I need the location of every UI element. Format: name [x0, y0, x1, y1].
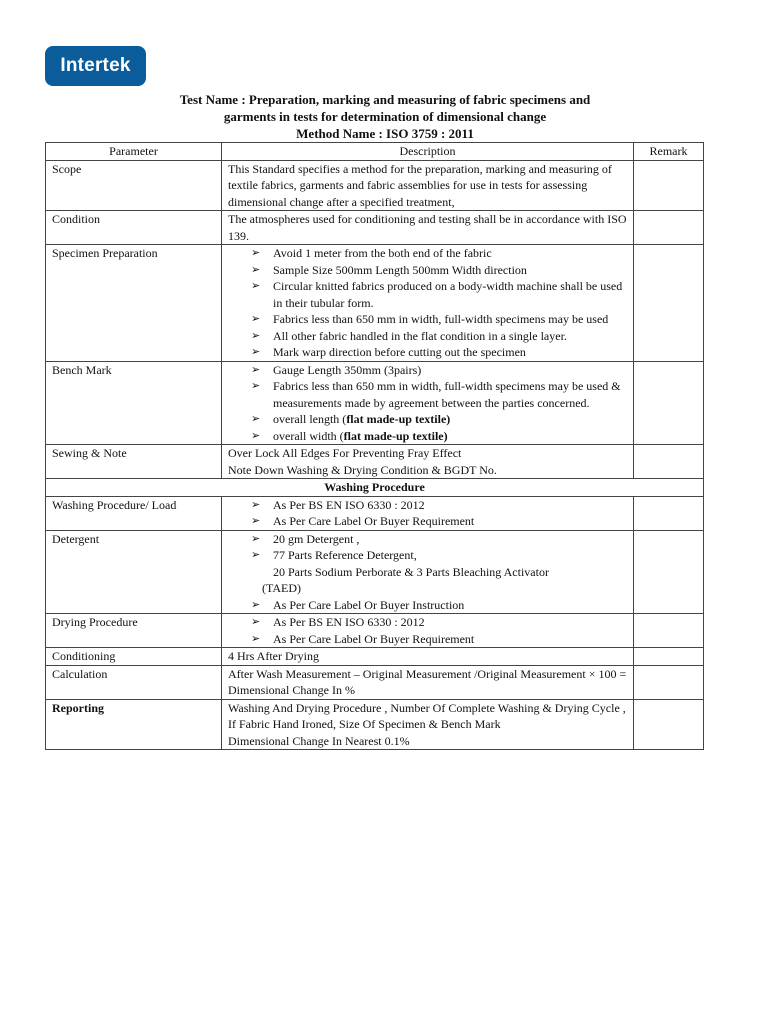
- desc-conditioning: 4 Hrs After Drying: [222, 648, 634, 666]
- document-title: [80, 91, 690, 142]
- reporting-line-2: Dimensional Change In Nearest 0.1%: [228, 733, 410, 748]
- list-item: ➢ 77 Parts Reference Detergent,: [251, 547, 627, 564]
- table-row-specimen-preparation: [46, 245, 704, 362]
- table-row-detergent: [46, 530, 704, 614]
- param-specimen-preparation: Specimen Preparation: [46, 245, 222, 362]
- param-conditioning: Conditioning: [46, 648, 222, 666]
- remark-cell: [634, 496, 704, 530]
- list-item: ➢ As Per Care Label Or Buyer Requirement: [251, 631, 627, 648]
- item-bold-text: flat made-up textile): [343, 428, 448, 443]
- desc-detergent: [222, 530, 634, 614]
- table-row-bench-mark: [46, 361, 704, 445]
- item-bold-text: flat made-up textile): [346, 412, 451, 426]
- desc-condition: The atmospheres used for conditioning and testing shall be in accordance with ISO 139.: [222, 211, 634, 245]
- desc-specimen-preparation: [222, 245, 634, 362]
- param-reporting: Reporting: [46, 699, 222, 750]
- section-heading: Washing Procedure: [46, 479, 704, 497]
- detergent-line-3: 20 Parts Sodium Perborate & 3 Parts Bleaching Activator: [273, 564, 549, 579]
- list-item: [251, 428, 627, 445]
- list-item: ➢ Sample Size 500mm Length 500mm Width direction: [251, 262, 627, 279]
- param-detergent: Detergent: [46, 530, 222, 614]
- desc-bench-mark: [222, 361, 634, 445]
- table-row-sewing-note: [46, 445, 704, 479]
- list-item: ➢ Gauge Length 350mm (3pairs): [251, 362, 627, 379]
- table-header-row: [46, 143, 704, 161]
- desc-calculation: After Wash Measurement – Original Measurement /Original Measurement × 100 = Dimensional Change In %: [222, 665, 634, 699]
- list-item: ➢ 20 gm Detergent ,: [251, 531, 627, 548]
- param-calculation: Calculation: [46, 665, 222, 699]
- list-item: ➢ Fabrics less than 650 mm in width, full-width specimens may be used & measurements made by agreement between the parties concerned.: [251, 378, 627, 411]
- list-item: ➢ Avoid 1 meter from the both end of the fabric: [251, 245, 627, 262]
- desc-washing-procedure: [222, 496, 634, 530]
- table-row-scope: [46, 160, 704, 211]
- param-scope: Scope: [46, 160, 222, 211]
- item-text: overall length (: [273, 412, 347, 426]
- detergent-line-4: (TAED): [262, 581, 302, 595]
- param-drying-procedure: Drying Procedure: [46, 614, 222, 648]
- list-item: [251, 411, 627, 428]
- list-item: ➢ As Per BS EN ISO 6330 : 2012: [251, 497, 627, 514]
- table-row-calculation: [46, 665, 704, 699]
- remark-cell: [634, 699, 704, 750]
- intertek-logo: Intertek: [45, 46, 146, 86]
- reporting-line-1: Washing And Drying Procedure , Number Of Complete Washing & Drying Cycle , If Fabric Hand Ironed, Size Of Specimen & Bench Mark: [228, 700, 626, 731]
- list-item: ➢ Circular knitted fabrics produced on a body-width machine shall be used in their tubular form.: [251, 278, 627, 311]
- remark-cell: [634, 211, 704, 245]
- remark-cell: [634, 648, 704, 666]
- list-item: ➢ Fabrics less than 650 mm in width, full-width specimens may be used: [251, 311, 627, 328]
- section-row-washing-procedure: [46, 479, 704, 497]
- list-item: ➢ As Per Care Label Or Buyer Requirement: [251, 513, 627, 530]
- header-parameter: Parameter: [46, 143, 222, 161]
- table-row-condition: [46, 211, 704, 245]
- param-condition: Condition: [46, 211, 222, 245]
- desc-sewing-note: [222, 445, 634, 479]
- list-item: ➢ As Per Care Label Or Buyer Instruction: [251, 597, 627, 614]
- table-row-conditioning: [46, 648, 704, 666]
- remark-cell: [634, 665, 704, 699]
- param-washing-procedure: Washing Procedure/ Load: [46, 496, 222, 530]
- desc-drying-procedure: [222, 614, 634, 648]
- item-text: overall width (: [273, 428, 344, 443]
- desc-scope: This Standard specifies a method for the preparation, marking and measuring of textile fabrics, garments and fabric assemblies for use in tests for assessing dimensional change after a specified treatment,: [222, 160, 634, 211]
- param-sewing-note: Sewing & Note: [46, 445, 222, 479]
- list-item: ➢ All other fabric handled in the flat condition in a single layer.: [251, 328, 627, 345]
- param-bench-mark: Bench Mark: [46, 361, 222, 445]
- title-method-name: Method Name : ISO 3759 : 2011: [296, 126, 474, 141]
- title-line-1: Test Name : Preparation, marking and measuring of fabric specimens and: [179, 92, 591, 107]
- sewing-line-1: Over Lock All Edges For Preventing Fray Effect: [228, 446, 462, 460]
- list-item: ➢ Mark warp direction before cutting out the specimen: [251, 344, 627, 361]
- remark-cell: [634, 614, 704, 648]
- test-method-table: [45, 142, 704, 750]
- title-line-2: garments in tests for determination of dimensional change: [223, 109, 547, 124]
- list-item: ➢ As Per BS EN ISO 6330 : 2012: [251, 614, 627, 631]
- header-remark: Remark: [634, 143, 704, 161]
- desc-reporting: [222, 699, 634, 750]
- table-row-drying-procedure: [46, 614, 704, 648]
- sewing-line-2: Note Down Washing & Drying Condition & BGDT No.: [228, 462, 497, 477]
- remark-cell: [634, 445, 704, 479]
- remark-cell: [634, 530, 704, 614]
- remark-cell: [634, 245, 704, 362]
- remark-cell: [634, 160, 704, 211]
- remark-cell: [634, 361, 704, 445]
- table-row-washing-procedure: [46, 496, 704, 530]
- header-description: Description: [222, 143, 634, 161]
- table-row-reporting: [46, 699, 704, 750]
